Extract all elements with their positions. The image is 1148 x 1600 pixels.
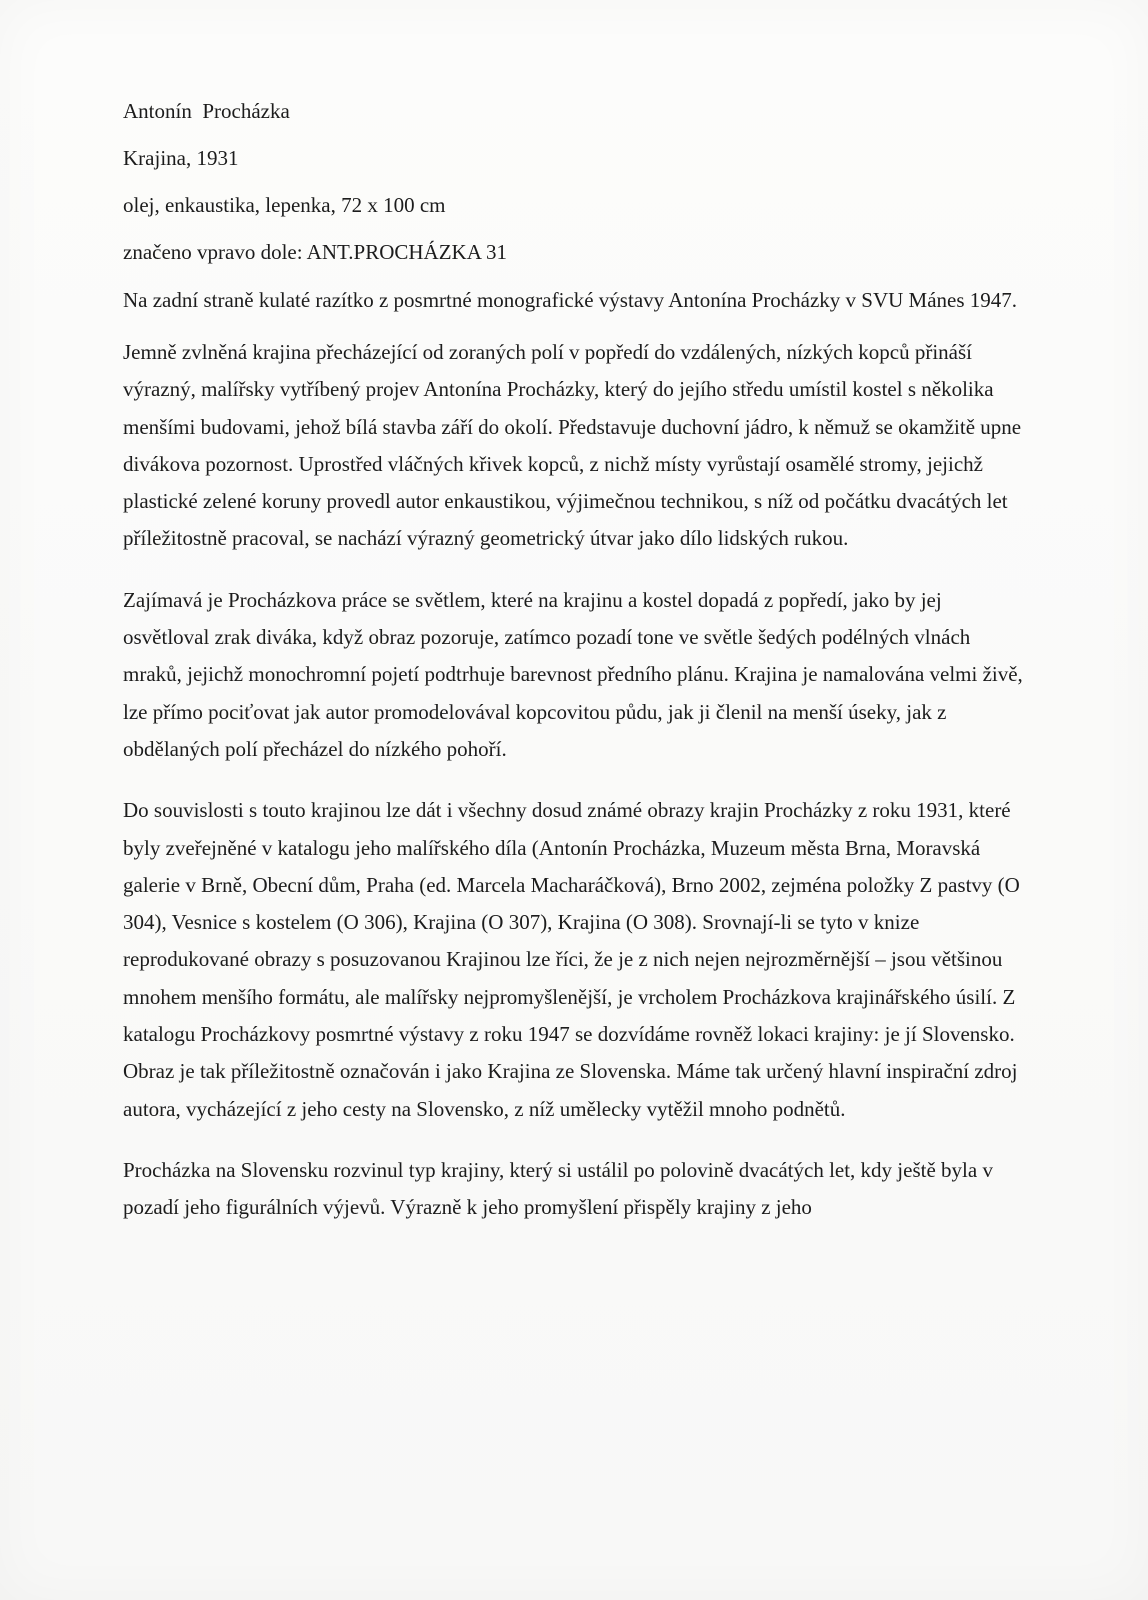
- provenance-note: Na zadní straně kulaté razítko z posmrtné monografické výstavy Antonína Procházky v SVU Mánes 1947.: [123, 288, 1018, 312]
- body-paragraph: Jemně zvlněná krajina přecházející od zoraných polí v popředí do vzdálených, nízkých kopců přináší výrazný, malířsky vytříbený projev Antonína Procházky, který do jejího středu umístil kostel s několika menšími budovami, jehož bílá stavba září do okolí. Představuje duchovní jádro, k němuž se okamžitě upne divákova pozornost. Uprostřed vláčných křivek kopců, z nichž místy vyrůstají osamělé stromy, jejichž plastické zelené koruny provedl autor enkaustikou, výjimečnou technikou, s níž od počátku dvacátých let příležitostně pracoval, se nachází výrazný geometrický útvar jako dílo lidských rukou.: [123, 340, 1022, 551]
- body-paragraph: Procházka na Slovensku rozvinul typ krajiny, který si ustálil po polovině dvacátých let, kdy ještě byla v pozadí jeho figurálních výjevů. Výrazně k jeho promyšlení přispěly krajiny z jeho: [123, 1157, 993, 1220]
- artwork-medium: olej, enkaustika, lepenka, 72 x 100 cm: [123, 193, 446, 217]
- body-paragraph: Zajímavá je Procházkova práce se světlem, které na krajinu a kostel dopadá z popředí, jako by jej osvětloval zrak diváka, když obraz pozoruje, zatímco pozadí tone ve světle šedých podélných vlnách mraků, jejichž monochromní pojetí podtrhuje barevnost předního plánu. Krajina je namalována velmi živě, lze přímo pociťovat jak autor promodelovával kopcovitou půdu, jak ji členil na menší úseky, jak z obdělaných polí přecházel do nízkého pohoří.: [123, 587, 1023, 761]
- artwork-title-year: Krajina, 1931: [123, 146, 239, 170]
- document-text: [123, 98, 1031, 1251]
- artwork-signature: značeno vpravo dole: ANT.PROCHÁZKA 31: [123, 240, 507, 264]
- body-paragraph: Do souvislosti s touto krajinou lze dát i všechny dosud známé obrazy krajin Procházky z roku 1931, které byly zveřejněné v katalogu jeho malířského díla (Antonín Procházka, Muzeum města Brna, Moravská galerie v Brně, Obecní dům, Praha (ed. Marcela Macharáčková), Brno 2002, zejména položky Z pastvy (O 304), Vesnice s kostelem (O 306), Krajina (O 307), Krajina (O 308). Srovnají-li se tyto v knize reprodukované obrazy s posuzovanou Krajinou lze říci, že je z nich nejen nejrozměrnější – jsou většinou mnohem menšího formátu, ale malířsky nejpromyšlenější, je vrcholem Procházkova krajinářského úsilí. Z katalogu Procházkovy posmrtné výstavy z roku 1947 se dozvídáme rovněž lokaci krajiny: je jí Slovensko. Obraz je tak příležitostně označován i jako Krajina ze Slovenska. Máme tak určený hlavní inspirační zdroj autora, vycházející z jeho cesty na Slovensko, z níž umělecky vytěžil mnoho podnětů.: [123, 798, 1020, 1121]
- artist-name: Antonín Procházka: [123, 99, 290, 123]
